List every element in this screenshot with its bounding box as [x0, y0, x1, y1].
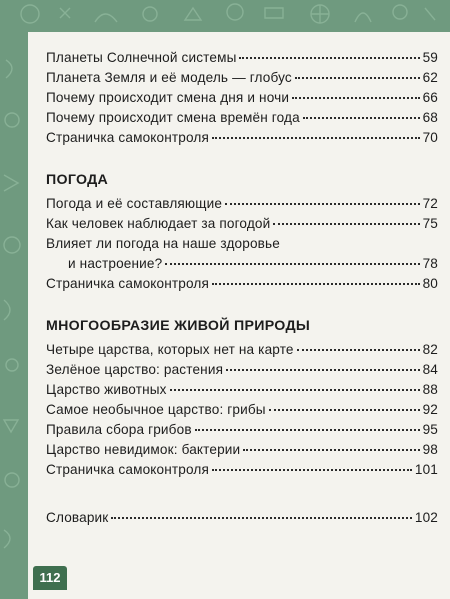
toc-leader-dots: [212, 137, 420, 139]
section-heading-nature: МНОГООБРАЗИЕ ЖИВОЙ ПРИРОДЫ: [46, 318, 311, 334]
toc-leader-dots: [295, 77, 420, 79]
toc-entry[interactable]: [46, 88, 438, 108]
toc-entry-title: Правила сбора грибов: [46, 422, 192, 437]
toc-entry[interactable]: [46, 420, 438, 440]
table-of-contents: [46, 48, 438, 528]
toc-entry-title-line1: Влияет ли погода на наше здоровье: [46, 236, 280, 251]
toc-leader-dots: [273, 223, 419, 225]
toc-entry[interactable]: [46, 274, 438, 294]
toc-entry-title: Четыре царства, которых нет на карте: [46, 342, 294, 357]
toc-entry[interactable]: [46, 400, 438, 420]
toc-leader-dots: [239, 57, 419, 59]
toc-entry[interactable]: [46, 360, 438, 380]
toc-leader-dots: [195, 429, 420, 431]
globe-icon: [311, 5, 329, 23]
toc-entry-page: 66: [422, 90, 438, 105]
toc-entry[interactable]: [46, 214, 438, 234]
toc-entry-title: Царство животных: [46, 382, 167, 397]
toc-entry-page: 62: [422, 70, 438, 85]
toc-entry-title: Самое необычное царство: грибы: [46, 402, 266, 417]
toc-leader-dots: [111, 517, 411, 519]
toc-entry-title: Почему происходит смена времён года: [46, 110, 300, 125]
toc-entry-page: 78: [422, 256, 438, 271]
toc-entry-page: 98: [422, 442, 438, 457]
toc-entry-title: Страничка самоконтроля: [46, 130, 209, 145]
toc-entry-page: 59: [422, 50, 438, 65]
toc-entry-title: Планета Земля и её модель — глобус: [46, 70, 292, 85]
toc-entry-title: Царство невидимок: бактерии: [46, 442, 241, 457]
toc-entry[interactable]: [46, 48, 438, 68]
toc-entry-page: 102: [414, 510, 438, 525]
toc-entry-page: 92: [422, 402, 438, 417]
toc-leader-dots: [303, 117, 420, 119]
toc-leader-dots: [170, 389, 420, 391]
toc-entry-page: 101: [414, 462, 438, 477]
toc-entry-page: 82: [422, 342, 438, 357]
toc-entry-title: Погода и её составляющие: [46, 196, 223, 211]
toc-entry-page: 72: [422, 196, 438, 211]
toc-entry-title: Почему происходит смена дня и ночи: [46, 90, 290, 105]
toc-leader-dots: [297, 349, 420, 351]
triangle-icon: [185, 8, 201, 20]
toc-entry-title: Словарик: [46, 510, 109, 525]
toc-leader-dots: [212, 469, 412, 471]
toc-entry-multiline[interactable]: [46, 234, 438, 274]
toc-leader-dots: [212, 283, 420, 285]
section-heading-weather: ПОГОДА: [46, 172, 109, 188]
toc-entry[interactable]: [46, 108, 438, 128]
toc-leader-dots: [225, 203, 420, 205]
leaf-icon: [95, 14, 117, 22]
toc-entry-page: 84: [422, 362, 438, 377]
toc-entry-title-line2: и настроение?: [68, 256, 163, 271]
toc-entry-dictionary[interactable]: [46, 508, 438, 528]
toc-entry[interactable]: [46, 128, 438, 148]
toc-entry[interactable]: [46, 380, 438, 400]
toc-leader-dots: [165, 263, 419, 265]
toc-entry-page: 75: [422, 216, 438, 231]
toc-entry-title: Страничка самоконтроля: [46, 276, 209, 291]
toc-entry-title: Планеты Солнечной системы: [46, 50, 237, 65]
toc-entry[interactable]: [46, 340, 438, 360]
toc-entry-title: Зелёное царство: растения: [46, 362, 224, 377]
toc-entry-page: 80: [422, 276, 438, 291]
toc-entry-page: 68: [422, 110, 438, 125]
toc-entry[interactable]: [46, 460, 438, 480]
toc-entry-title: Страничка самоконтроля: [46, 462, 209, 477]
toc-leader-dots: [243, 449, 419, 451]
toc-entry[interactable]: [46, 68, 438, 88]
sun-icon: [21, 5, 39, 23]
page-sheet: [28, 32, 450, 599]
toc-leader-dots: [269, 409, 420, 411]
star-icon: [60, 8, 70, 18]
toc-entry[interactable]: [46, 440, 438, 460]
toc-entry-page: 95: [422, 422, 438, 437]
toc-leader-dots: [292, 97, 419, 99]
toc-entry-page: 88: [422, 382, 438, 397]
toc-entry-page: 70: [422, 130, 438, 145]
toc-entry[interactable]: [46, 194, 438, 214]
toc-leader-dots: [226, 369, 419, 371]
toc-entry-title: Как человек наблюдает за погодой: [46, 216, 271, 231]
page-number-badge: 112: [33, 566, 67, 590]
